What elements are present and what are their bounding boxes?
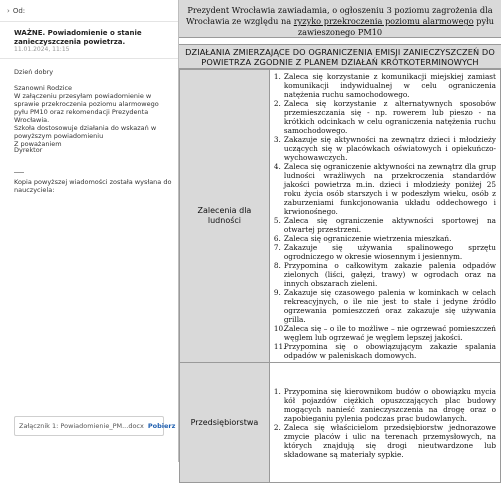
item-text: Zaleca się ograniczenie wietrzenia mieszkań. bbox=[283, 234, 452, 243]
chevron-right-icon[interactable]: › bbox=[7, 7, 10, 15]
list-item bbox=[274, 387, 496, 423]
list-item bbox=[274, 261, 496, 288]
item-text: Przypomina się kierownikom budów o obowiązku mycia kół pojazdów ciężkich opuszczających plac budowy mogących nanieść zanieczyszczenia na drogę oraz o zapobieganiu pylenia podczas prac budowlanych. bbox=[283, 386, 496, 423]
copy-note: Kopia powyższej wiadomości została wysłana do nauczyciela: bbox=[14, 178, 172, 194]
attachment-name: Załącznik 1: Powiadomienie_PM... bbox=[19, 422, 129, 430]
item-text: Przypomina o całkowitym zakazie palenia odpadów zielonych (liści, gałęzi, trawy) w ogrodach oraz na innych obszarach zieleni. bbox=[283, 261, 496, 288]
item-text: Zakazuje się czasowego palenia w kominkach w celach rekreacyjnych, o ile nie jest to stałe i jedyne źródło ogrzewania pomieszczeń oraz zakazuje się używania grilla. bbox=[283, 288, 496, 324]
attachment-item[interactable] bbox=[14, 416, 176, 436]
list-item bbox=[274, 234, 496, 243]
item-text: Zakazuje się aktywności na zewnątrz dzieci i młodzieży uczących się w placówkach oświatowych i opiekuńczo-wychowawczych. bbox=[283, 135, 496, 162]
item-number: 1. bbox=[273, 386, 281, 396]
item-number: 9. bbox=[273, 288, 281, 297]
list-item bbox=[274, 135, 496, 162]
email-message-pane bbox=[0, 0, 178, 462]
list-item bbox=[274, 243, 496, 261]
items-list bbox=[274, 387, 496, 459]
notice-link[interactable]: ryzyko przekroczenia poziomu alarmowego bbox=[293, 16, 474, 26]
item-number: 8. bbox=[273, 261, 281, 270]
item-number: 2. bbox=[273, 99, 281, 108]
item-number: 5. bbox=[273, 216, 281, 225]
item-number: 3. bbox=[273, 135, 281, 144]
item-text: Zaleca się właścicielom przedsiębiorstw jednorazowe zmycie placów i ulic na terenach przemysłowych, na których znajdują się drogi nieutwardzone lub składowane są materiały sypkie. bbox=[283, 422, 496, 459]
list-item bbox=[274, 216, 496, 234]
item-number: 7. bbox=[273, 243, 281, 252]
actions-heading: DZIAŁANIA ZMIERZAJĄCE DO OGRANICZENIA EMISJI ZANIECZYSZCZEŃ DO POWIETRZA ZGODNIE Z PLANEM DZIAŁAŃ KRÓTKOTERMINOWYCH bbox=[179, 44, 501, 69]
list-item bbox=[274, 99, 496, 135]
item-number: 10. bbox=[273, 324, 286, 333]
table-row bbox=[180, 363, 501, 483]
item-number: 4. bbox=[273, 162, 281, 171]
divider bbox=[0, 58, 178, 59]
email-greeting: Dzień dobry bbox=[14, 68, 54, 76]
group-items bbox=[269, 363, 500, 483]
list-item bbox=[274, 72, 496, 99]
download-button[interactable]: Pobierz bbox=[147, 422, 176, 430]
group-label: Zalecenia dla ludności bbox=[180, 70, 270, 363]
list-item bbox=[274, 288, 496, 324]
signature-divider bbox=[14, 172, 24, 173]
list-item bbox=[274, 342, 496, 360]
from-label: Od: bbox=[12, 7, 26, 15]
list-item bbox=[274, 162, 496, 216]
item-text: Zaleca się ograniczenie aktywności sportowej na otwartej przestrzeni. bbox=[283, 216, 496, 234]
item-text: Zaleca się ograniczenie aktywności na zewnątrz dla grup ludności wrażliwych na przekroczenia standardów jakości powietrza m.in. dzieci i młodzieży poniżej 25 roku życia osób starszych i w podeszłym wieku, osób z zaburzeniami funkcjonowania układu oddechowego i krwionośnego. bbox=[283, 162, 496, 216]
item-text: Zaleca się korzystanie z alternatywnych sposobów przemieszczania się - np. rowerem lub pieszo - na krótkich odcinkach w celu ograniczenia natężenia ruchu samochodowego. bbox=[283, 99, 496, 135]
table-row bbox=[180, 70, 501, 363]
attachment-ext: docx bbox=[128, 422, 144, 430]
group-label: Przedsiębiorstwa bbox=[180, 363, 270, 483]
group-items bbox=[269, 70, 500, 363]
item-text: Zaleca się korzystanie z komunikacji miejskiej zamiast komunikacji indywidualnej w celu ograniczenia natężenia ruchu samochodowego. bbox=[283, 72, 496, 99]
notice-text-end: pyłu zawieszonego PM10 bbox=[297, 16, 495, 37]
item-text: Zakazuje się używania spalinowego sprzętu ogrodniczego w okresie wiosennym i jesiennym. bbox=[283, 243, 496, 261]
email-body: Szanowni Rodzice W załączeniu przesyłam powiadomienie w sprawie przekroczenia poziomu alarmowego pyłu PM10 oraz rekomendacji Prezydenta Wrocławia. Szkoła dostosowuje działania do wskazań w powyższym powiadomieniu Z poważaniem bbox=[14, 84, 159, 148]
item-number: 2. bbox=[273, 422, 281, 432]
items-list bbox=[274, 72, 496, 360]
document-preview bbox=[178, 0, 500, 462]
item-text: Przypomina się o obowiązującym zakazie spalania odpadów w paleniskach domowych. bbox=[283, 342, 496, 360]
item-number: 11. bbox=[273, 342, 286, 351]
email-date: 11.01.2024, 11:15 bbox=[14, 46, 70, 53]
sender-row[interactable] bbox=[7, 7, 25, 15]
email-subject: WAŻNE. Powiadomienie o stanie zanieczyszczenia powietrza. bbox=[14, 29, 142, 46]
list-item bbox=[274, 324, 496, 342]
item-number: 6. bbox=[273, 234, 281, 243]
alert-notice bbox=[179, 0, 501, 38]
email-signature: Dyrektor bbox=[14, 146, 43, 154]
divider bbox=[0, 21, 178, 22]
notice-text: Prezydent Wrocławia zawiadamia, o ogłoszeniu 3 poziomu zagrożenia dla Wrocławia ze względu na bbox=[185, 5, 493, 26]
item-number: 1. bbox=[273, 72, 281, 81]
list-item bbox=[274, 423, 496, 459]
item-text: Zaleca się – o ile to możliwe – nie ogrzewać pomieszczeń węglem lub ogrzewać je węglem lepszej jakości. bbox=[283, 324, 496, 342]
measures-table bbox=[179, 69, 501, 483]
